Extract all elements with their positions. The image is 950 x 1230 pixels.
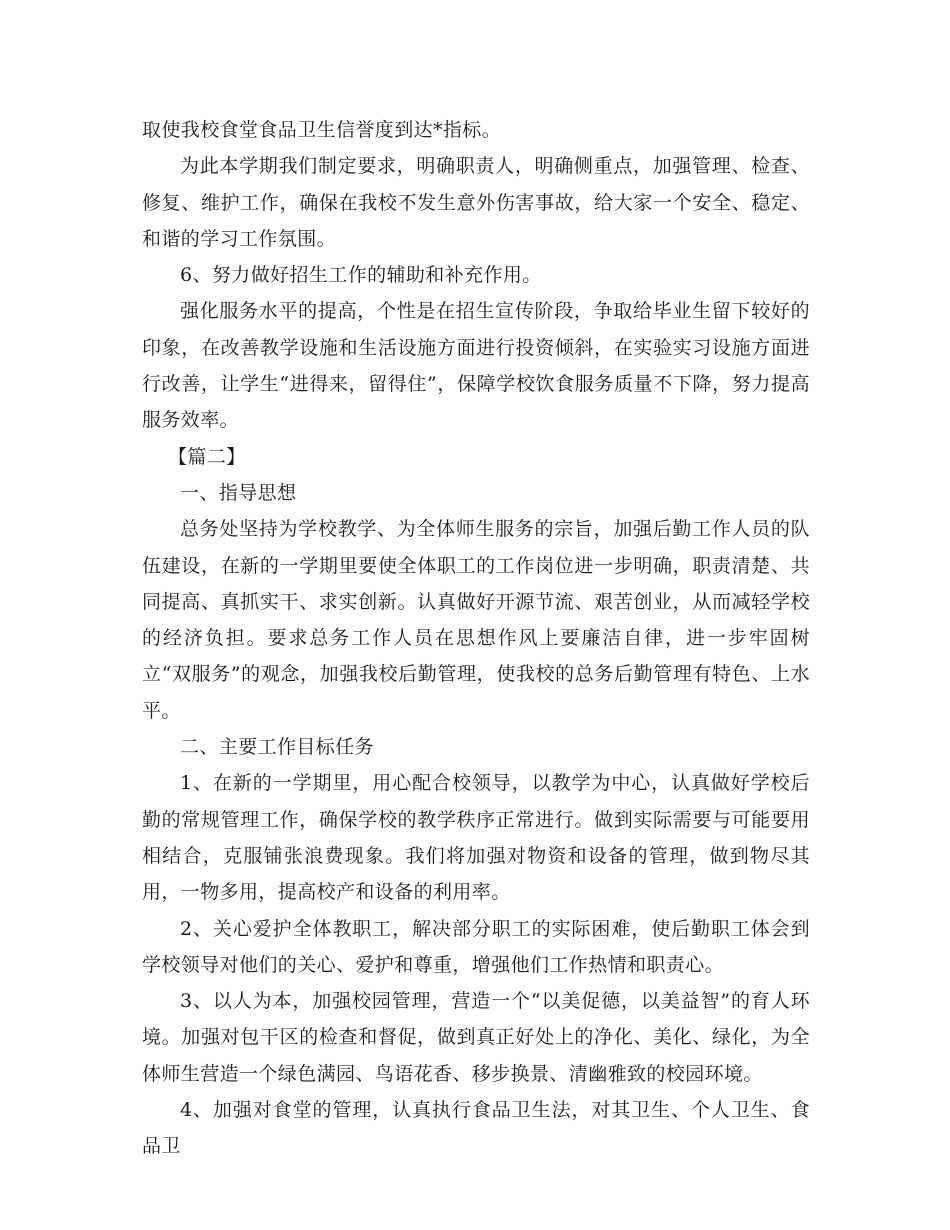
section-heading-main-goals: 二、主要工作目标任务 [180,736,375,759]
paragraph-item-6-title: 6、努力做好招生工作的辅助和补充作用。 [180,264,542,287]
paragraph-goal-3: 3、以人为本，加强校园管理，营造一个“以美促德，以美益智”的育人环境。加强对包干区的检查和督促，做到真正好处上的净化、美化、绿化，为全体师生营造一个绿色满园、鸟语花香、移步换景、清幽雅致的校园环境。 [142,990,810,1085]
section-heading-part-two: 【篇二】 [168,445,246,468]
paragraph-service-level: 强化服务水平的提高，个性是在招生宣传阶段，争取给毕业生留下较好的印象，在改善教学设施和生活设施方面进行投资倾斜，在实验实习设施方面进行改善，让学生“进得来，留得住”，保障学校饮食服务质量不下降，努力提高服务效率。 [142,300,810,432]
paragraph-goal-2: 2、关心爱护全体教职工，解决部分职工的实际困难，使后勤职工体会到学校领导对他们的关心、爱护和尊重，增强他们工作热情和职责心。 [142,917,810,976]
paragraph-goal-1: 1、在新的一学期里，用心配合校领导，以教学为中心，认真做好学校后勤的常规管理工作，确保学校的教学秩序正常进行。做到实际需要与可能要用相结合，克服铺张浪费现象。我们将加强对物资和设备的管理，做到物尽其用，一物多用，提高校产和设备的利用率。 [142,772,810,904]
paragraph-continuation: 取使我校食堂食品卫生信誉度到达*指标。 [142,119,502,141]
section-heading-guiding-ideology: 一、指导思想 [180,481,297,504]
paragraph-guiding-ideology: 总务处坚持为学校教学、为全体师生服务的宗旨，加强后勤工作人员的队伍建设，在新的一学期里要使全体职工的工作岗位进一步明确，职责清楚、共同提高、真抓实干、求实创新。认真做好开源节流、艰苦创业，从而减轻学校的经济负担。要求总务工作人员在思想作风上要廉洁自律，进一步牢固树立“双服务”的观念，加强我校后勤管理，使我校的总务后勤管理有特色、上水平。 [142,518,810,722]
document-body [142,112,810,1165]
paragraph-semester-requirements: 为此本学期我们制定要求，明确职责人，明确侧重点，加强管理、检查、修复、维护工作，确保在我校不发生意外伤害事故，给大家一个安全、稳定、和谐的学习工作氛围。 [142,155,810,250]
paragraph-goal-4: 4、加强对食堂的管理，认真执行食品卫生法，对其卫生、个人卫生、食品卫 [142,1099,810,1158]
